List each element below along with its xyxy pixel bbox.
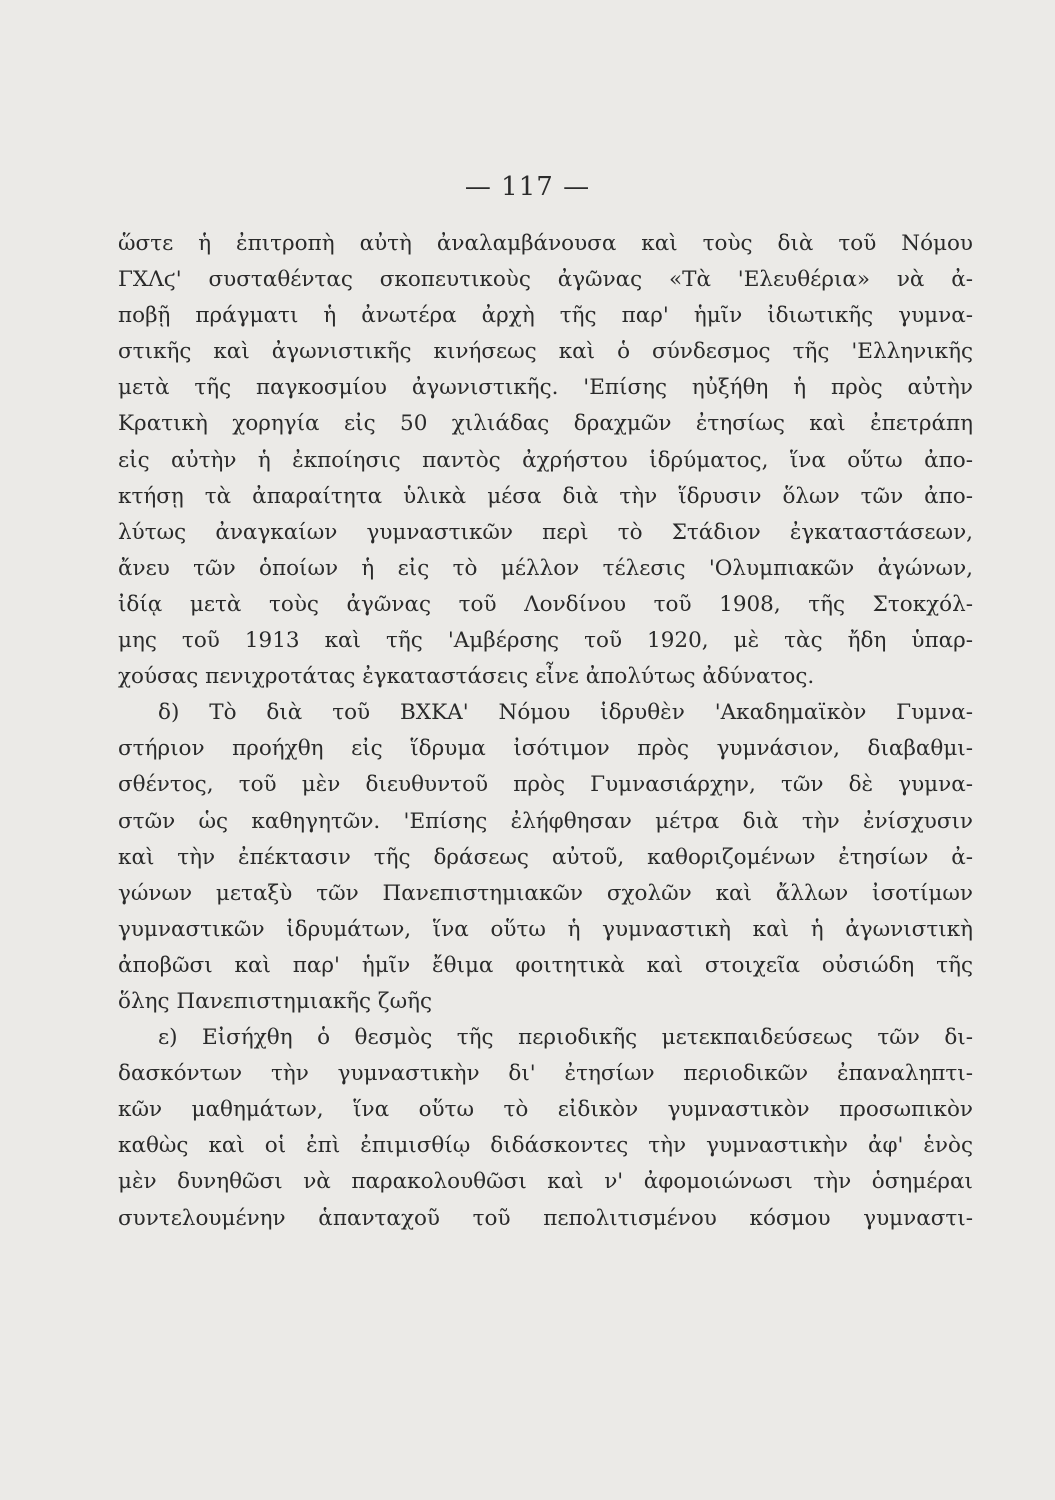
paragraph-start-line: ε) Εἰσήχθη ὁ θεσμὸς τῆς περιοδικῆς μετεκπαιδεύσεως τῶν δι-	[158, 1025, 973, 1051]
text-line: λύτως ἀναγκαίων γυμναστικῶν περὶ τὸ Στάδιον ἐγκαταστάσεων,	[118, 519, 973, 545]
text-line: μης τοῦ 1913 καὶ τῆς 'Αμβέρσης τοῦ 1920, μὲ τὰς ἤδη ὑπαρ-	[118, 628, 973, 654]
text-line: ἰδίᾳ μετὰ τοὺς ἀγῶνας τοῦ Λονδίνου τοῦ 1908, τῆς Στοκχόλ-	[118, 591, 973, 617]
text-line: κῶν μαθημάτων, ἵνα οὕτω τὸ εἰδικὸν γυμναστικὸν προσωπικὸν	[118, 1097, 973, 1123]
text-line: εἰς αὐτὴν ἡ ἐκποίησις παντὸς ἀχρήστου ἱδρύματος, ἵνα οὕτω ἀπο-	[118, 447, 973, 473]
text-line: ἀποβῶσι καὶ παρ' ἡμῖν ἔθιμα φοιτητικὰ καὶ στοιχεῖα οὐσιώδη τῆς	[118, 952, 973, 978]
text-line: στικῆς καὶ ἀγωνιστικῆς κινήσεως καὶ ὁ σύνδεσμος τῆς 'Ελληνικῆς	[118, 339, 973, 365]
text-line: Κρατικὴ χορηγία εἰς 50 χιλιάδας δραχμῶν ἐτησίως καὶ ἐπετράπη	[118, 411, 973, 437]
paragraph-end-line: χούσας πενιχροτάτας ἐγκαταστάσεις εἶνε ἀπολύτως ἀδύνατος.	[118, 664, 815, 690]
text-line: ποβῇ πράγματι ἡ ἀνωτέρα ἀρχὴ τῆς παρ' ἡμῖν ἰδιωτικῆς γυμνα-	[118, 303, 973, 329]
text-line: γώνων μεταξὺ τῶν Πανεπιστημιακῶν σχολῶν καὶ ἄλλων ἰσοτίμων	[118, 880, 973, 906]
text-line: ἄνευ τῶν ὁποίων ἡ εἰς τὸ μέλλον τέλεσις 'Ολυμπιακῶν ἀγώνων,	[118, 555, 973, 581]
paragraph-end-line: ὅλης Πανεπιστημιακῆς ζωῆς	[118, 988, 433, 1014]
text-line: ΓΧΛϛ' συσταθέντας σκοπευτικοὺς ἀγῶνας «Τὰ 'Ελευθέρια» νὰ ἀ-	[118, 267, 973, 293]
text-line: ὥστε ἡ ἐπιτροπὴ αὐτὴ ἀναλαμβάνουσα καὶ τοὺς διὰ τοῦ Νόμου	[118, 231, 973, 256]
text-line: στήριον προήχθη εἰς ἵδρυμα ἰσότιμον πρὸς γυμνάσιον, διαβαθμι-	[118, 736, 973, 762]
paragraph-start-line: δ) Τὸ διὰ τοῦ ΒΧΚΑ' Νόμου ἱδρυθὲν 'Ακαδημαϊκὸν Γυμνα-	[158, 700, 973, 726]
page-number: — 117 —	[464, 172, 591, 202]
text-line: καὶ τὴν ἐπέκτασιν τῆς δράσεως αὐτοῦ, καθοριζομένων ἐτησίων ἀ-	[118, 844, 973, 870]
text-line: στῶν ὡς καθηγητῶν. 'Επίσης ἐλήφθησαν μέτρα διὰ τὴν ἐνίσχυσιν	[118, 808, 973, 834]
text-line: μὲν δυνηθῶσι νὰ παρακολουθῶσι καὶ ν' ἀφομοιώνωσι τὴν ὁσημέραι	[118, 1169, 973, 1195]
text-line: συντελουμένην ἁπανταχοῦ τοῦ πεπολιτισμένου κόσμου γυμναστι-	[118, 1205, 973, 1231]
text-line: κτήσῃ τὰ ἀπαραίτητα ὑλικὰ μέσα διὰ τὴν ἵδρυσιν ὅλων τῶν ἀπο-	[118, 483, 973, 509]
text-line: δασκόντων τὴν γυμναστικὴν δι' ἐτησίων περιοδικῶν ἐπαναληπτι-	[118, 1061, 973, 1087]
text-line: γυμναστικῶν ἱδρυμάτων, ἵνα οὕτω ἡ γυμναστικὴ καὶ ἡ ἀγωνιστικὴ	[118, 916, 973, 942]
body-text	[118, 226, 973, 1237]
text-line: καθὼς καὶ οἱ ἐπὶ ἐπιμισθίῳ διδάσκοντες τὴν γυμναστικὴν ἀφ' ἑνὸς	[118, 1133, 973, 1159]
text-line: μετὰ τῆς παγκοσμίου ἀγωνιστικῆς. 'Επίσης ηὐξήθη ἡ πρὸς αὐτὴν	[118, 375, 973, 401]
text-line: σθέντος, τοῦ μὲν διευθυντοῦ πρὸς Γυμνασιάρχην, τῶν δὲ γυμνα-	[118, 772, 973, 798]
